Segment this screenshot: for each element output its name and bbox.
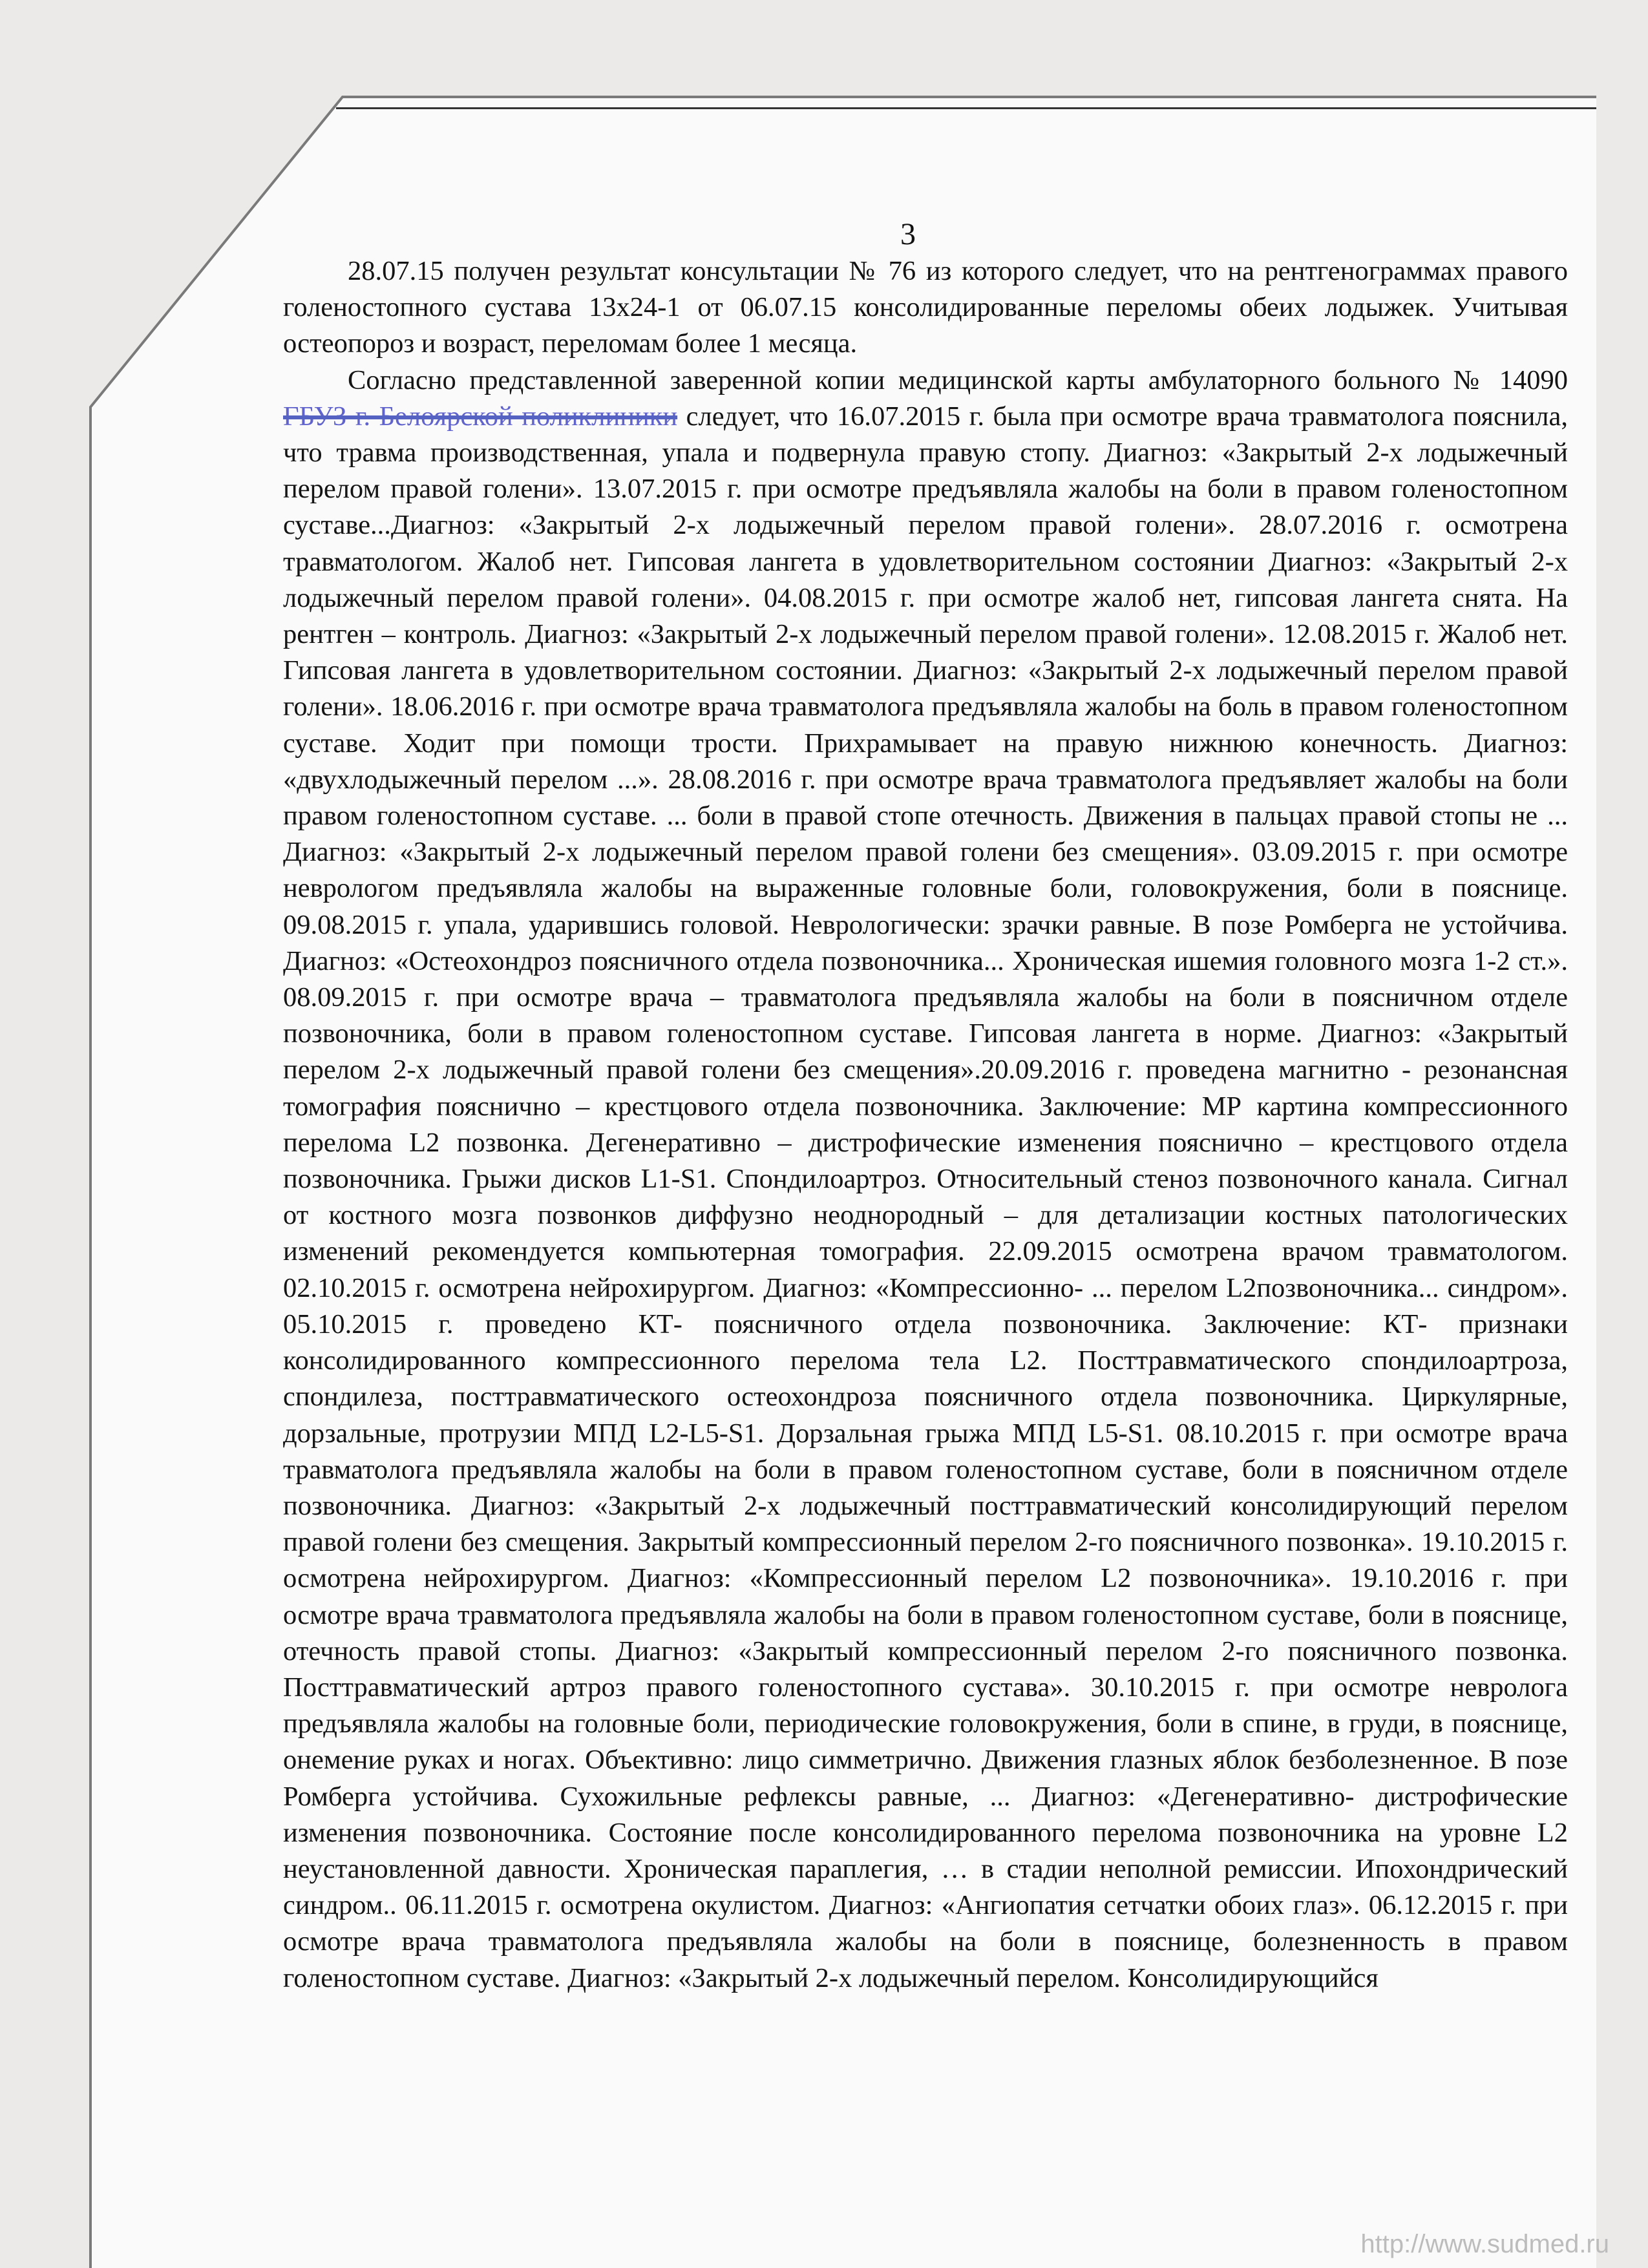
page-number: 3 bbox=[900, 217, 916, 251]
redacted-text: ГБУЗ г. Белоярской поликлиники bbox=[283, 401, 678, 432]
document-body bbox=[283, 253, 1568, 1997]
paragraph-2 bbox=[283, 362, 1568, 1997]
paragraph-2-rest: следует, что 16.07.2015 г. была при осмотре врача травматолога пояснила, что травма производственная, упала и подвернула правую стопу. Диагноз: «Закрытый 2-х лодыжечный перелом правой голени». 13.07.2015 г. при осмотре предъявляла жалобы на боли в правом голеностопном суставе...Диагноз: «Закрытый 2-х лодыжечный перелом правой голени». 28.07.2016 г. осмотрена травматологом. Жалоб нет. Гипсовая лангета в удовлетворительном состоянии Диагноз: «Закрытый 2-х лодыжечный перелом правой голени». 04.08.2015 г. при осмотре жалоб нет, гипсовая лангета снята. На рентген – контроль. Диагноз: «Закрытый 2-х лодыжечный перелом правой голени». 12.08.2015 г. Жалоб нет. Гипсовая лангета в удовлетворительном состоянии. Диагноз: «Закрытый 2-х лодыжечный перелом правой голени». 18.06.2016 г. при осмотре врача травматолога предъявляла жалобы на боль в правом голеностопном суставе. Ходит при помощи трости. Прихрамывает на правую нижнюю конечность. Диагноз: «двухлодыжечный перелом ...». 28.08.2016 г. при осмотре врача травматолога предъявляет жалобы на боли правом голеностопном суставе. ... боли в правой стопе отечность. Движения в пальцах правой стопы не ... Диагноз: «Закрытый 2-х лодыжечный перелом правой голени без смещения». 03.09.2015 г. при осмотре неврологом предъявляла жалобы на выраженные головные боли, головокружения, боли в пояснице. 09.08.2015 г. упала, ударившись головой. Неврологически: зрачки равные. В позе Ромберга не устойчива. Диагноз: «Остеохондроз поясничного отдела позвоночника... Хроническая ишемия головного мозга 1-2 ст.». 08.09.2015 г. при осмотре врача – травматолога предъявляла жалобы на боли в поясничном отделе позвоночника, боли в правом голеностопном суставе. Гипсовая лангета в норме. Диагноз: «Закрытый перелом 2-х лодыжечный правой голени без смещения».20.09.2016 г. проведена магнитно - резонансная томография пояснично – крестцового отдела позвоночника. Заключение: МР картина компрессионного перелома L2 позвонка. Дегенеративно – дистрофические изменения пояснично – крестцового отдела позвоночника. Грыжи дисков L1-S1. Спондилоартроз. Относительный стеноз позвоночного канала. Сигнал от костного мозга позвонков диффузно неоднородный – для детализации костных патологических изменений рекомендуется компьютерная томография. 22.09.2015 осмотрена врачом травматологом. 02.10.2015 г. осмотрена нейрохирургом. Диагноз: «Компрессионно- ... перелом L2позвоночника... синдром». 05.10.2015 г. проведено КТ- поясничного отдела позвоночника. Заключение: КТ- признаки консолидированного компрессионного перелома тела L2. Посттравматического спондилоартроза, спондилеза, посттравматического остеохондроза поясничного отдела позвоночника. Циркулярные, дорзальные, протрузии МПД L2-L5-S1. Дорзальная грыжа МПД L5-S1. 08.10.2015 г. при осмотре врача травматолога предъявляла жалобы на боли в правом голеностопном суставе, боли в поясничном отделе позвоночника. Диагноз: «Закрытый 2-х лодыжечный посттравматический консолидирующий перелом правой голени без смещения. Закрытый компрессионный перелом 2-го поясничного позвонка». 19.10.2015 г. осмотрена нейрохирургом. Диагноз: «Компрессионный перелом L2 позвоночника». 19.10.2016 г. при осмотре врача травматолога предъявляла жалобы на боли в правом голеностопном суставе, боли в пояснице, отечность правой стопы. Диагноз: «Закрытый компрессионный перелом 2-го поясничного позвонка. Посттравматический артроз правого голеностопного сустава». 30.10.2015 г. при осмотре невролога предъявляла жалобы на головные боли, периодические головокружения, боли в спине, в груди, в пояснице, онемение руках и ногах. Объективно: лицо симметрично. Движения глазных яблок безболезненное. В позе Ромберга устойчива. Сухожильные рефлексы равные, ... Диагноз: «Дегенеративно- дистрофические изменения позвоночника. Состояние после консолидированного перелома позвоночника на уровне L2 неустановленной давности. Хроническая параплегия, … в стадии неполной ремиссии. Ипохондрический синдром.. 06.11.2015 г. осмотрена окулистом. Диагноз: «Ангиопатия сетчатки обоих глаз». 06.12.2015 г. при осмотре врача травматолога предъявляла жалобы на боли в пояснице, болезненность в правом голеностопном суставе. Диагноз: «Закрытый 2-х лодыжечный перелом. Консолидирующийся bbox=[283, 401, 1569, 1993]
watermark: http://www.sudmed.ru bbox=[1360, 2230, 1609, 2258]
paragraph-2-start: Согласно представленной заверенной копии медицинской карты амбулаторного больного № 14090 bbox=[348, 364, 1568, 395]
header-rule bbox=[336, 107, 1596, 109]
paragraph-1: 28.07.15 получен результат консультации № 76 из которого следует, что на рентгенограммах правого голеностопного сустава 13х24-1 от 06.07.15 консолидированные переломы обеих лодыжек. Учитывая остеопороз и возраст, переломам более 1 месяца. bbox=[283, 256, 1568, 359]
